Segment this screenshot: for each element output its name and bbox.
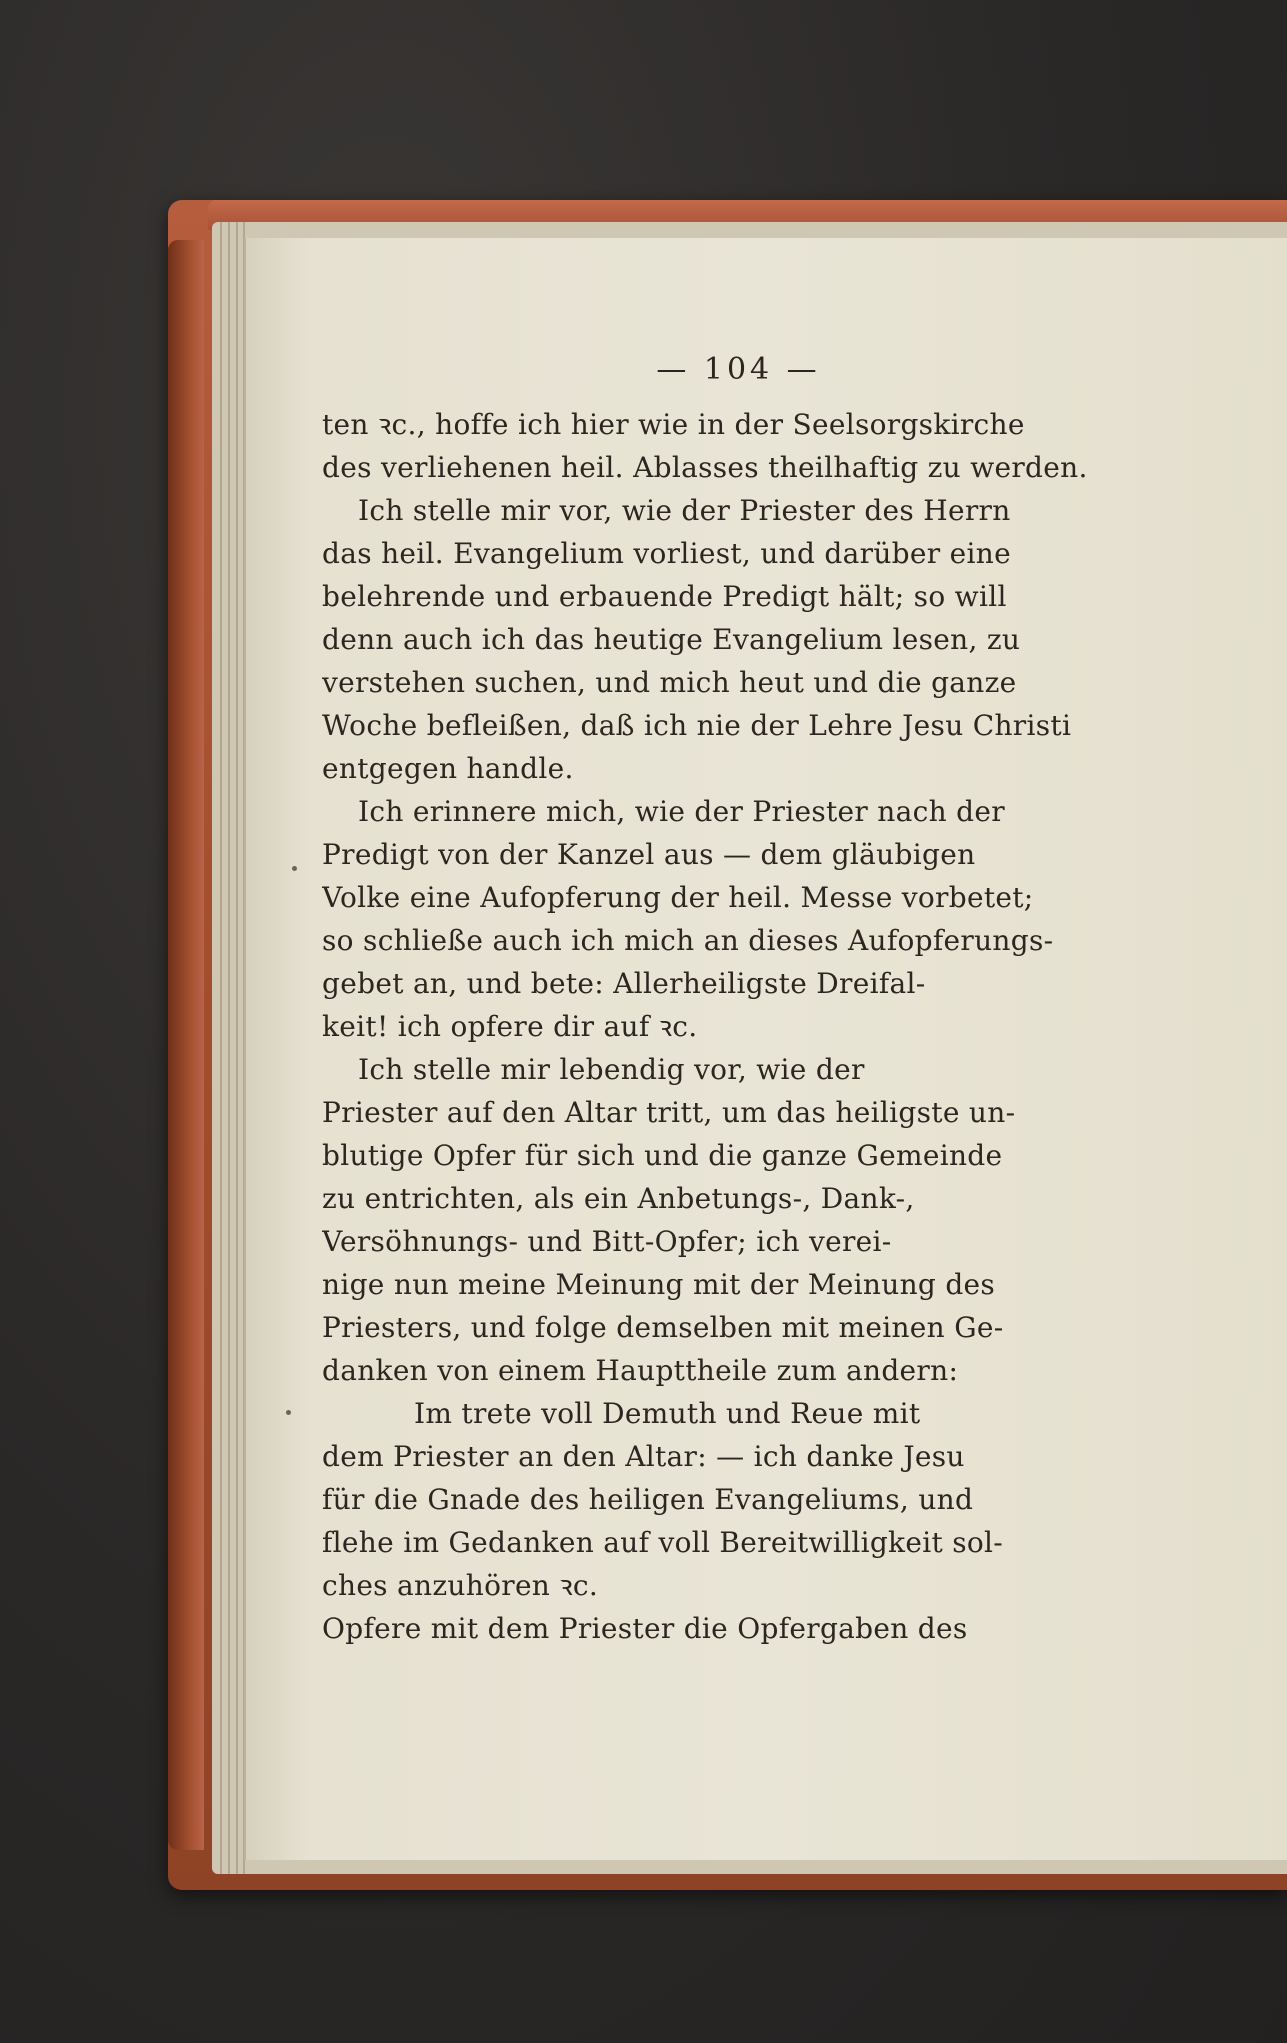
text-line: entgegen handle. (322, 752, 574, 785)
text-line: denn auch ich das heutige Evangelium lesen, zu (322, 623, 1021, 656)
margin-speck (292, 866, 297, 871)
paragraph (322, 489, 1245, 790)
text-line: Priesters, und folge demselben mit meinen Ge- (322, 1311, 1004, 1344)
text-line: zu entrichten, als ein Anbetungs-, Dank-, (322, 1182, 915, 1215)
text-line: keit! ich opfere dir auf ꝛc. (322, 1010, 698, 1043)
text-line: belehrende und erbauende Predigt hält; so will (322, 580, 1007, 613)
book-page (244, 238, 1287, 1860)
text-line: Im trete voll Demuth und Reue mit (414, 1397, 921, 1430)
text-line: dem Priester an den Altar: — ich danke Jesu (322, 1440, 965, 1473)
text-line: des verliehenen heil. Ablasses theilhaftig zu werden. (322, 451, 1088, 484)
text-line: danken von einem Haupttheile zum andern: (322, 1354, 959, 1387)
text-line: blutige Opfer für sich und die ganze Gemeinde (322, 1139, 1003, 1172)
text-line: Predigt von der Kanzel aus — dem gläubigen (322, 838, 976, 871)
text-line: Ich stelle mir lebendig vor, wie der (358, 1053, 865, 1086)
text-line: Woche befleißen, daß ich nie der Lehre Jesu Christi (322, 709, 1072, 742)
page-edge-line (220, 222, 222, 1874)
margin-speck (286, 1410, 291, 1415)
paragraph (322, 1392, 1245, 1607)
paragraph (322, 1607, 1245, 1650)
text-line: ten ꝛc., hoffe ich hier wie in der Seelsorgskirche (322, 408, 1025, 441)
text-line: flehe im Gedanken auf voll Bereitwilligkeit sol- (322, 1526, 1004, 1559)
text-line: ches anzuhören ꝛc. (322, 1569, 599, 1602)
text-line: so schließe auch ich mich an dieses Aufopferungs- (322, 924, 1054, 957)
page-text (246, 238, 1287, 1860)
text-line: gebet an, und bete: Allerheiligste Dreifal- (322, 967, 926, 1000)
text-line: Priester auf den Altar tritt, um das heiligste un- (322, 1096, 1016, 1129)
paragraph (322, 403, 1245, 489)
text-line: Opfere mit dem Priester die Opfergaben des (322, 1612, 968, 1645)
text-line: Versöhnungs- und Bitt-Opfer; ich verei- (322, 1225, 892, 1258)
page-edge-line (228, 222, 230, 1874)
text-line: Ich stelle mir vor, wie der Priester des Herrn (358, 494, 1011, 527)
page-edge-line (236, 222, 238, 1874)
text-line: das heil. Evangelium vorliest, und darüber eine (322, 537, 1011, 570)
book (168, 200, 1287, 1890)
paragraph (322, 1048, 1245, 1392)
paragraph (322, 790, 1245, 1048)
text-line: nige nun meine Meinung mit der Meinung des (322, 1268, 996, 1301)
text-line: verstehen suchen, und mich heut und die ganze (322, 666, 1017, 699)
text-line: Volke eine Aufopferung der heil. Messe vorbetet; (322, 881, 1034, 914)
page-number: — 104 — (656, 352, 821, 387)
book-spine (168, 240, 204, 1850)
text-line: Ich erinnere mich, wie der Priester nach der (358, 795, 1005, 828)
text-line: für die Gnade des heiligen Evangeliums, und (322, 1483, 974, 1516)
